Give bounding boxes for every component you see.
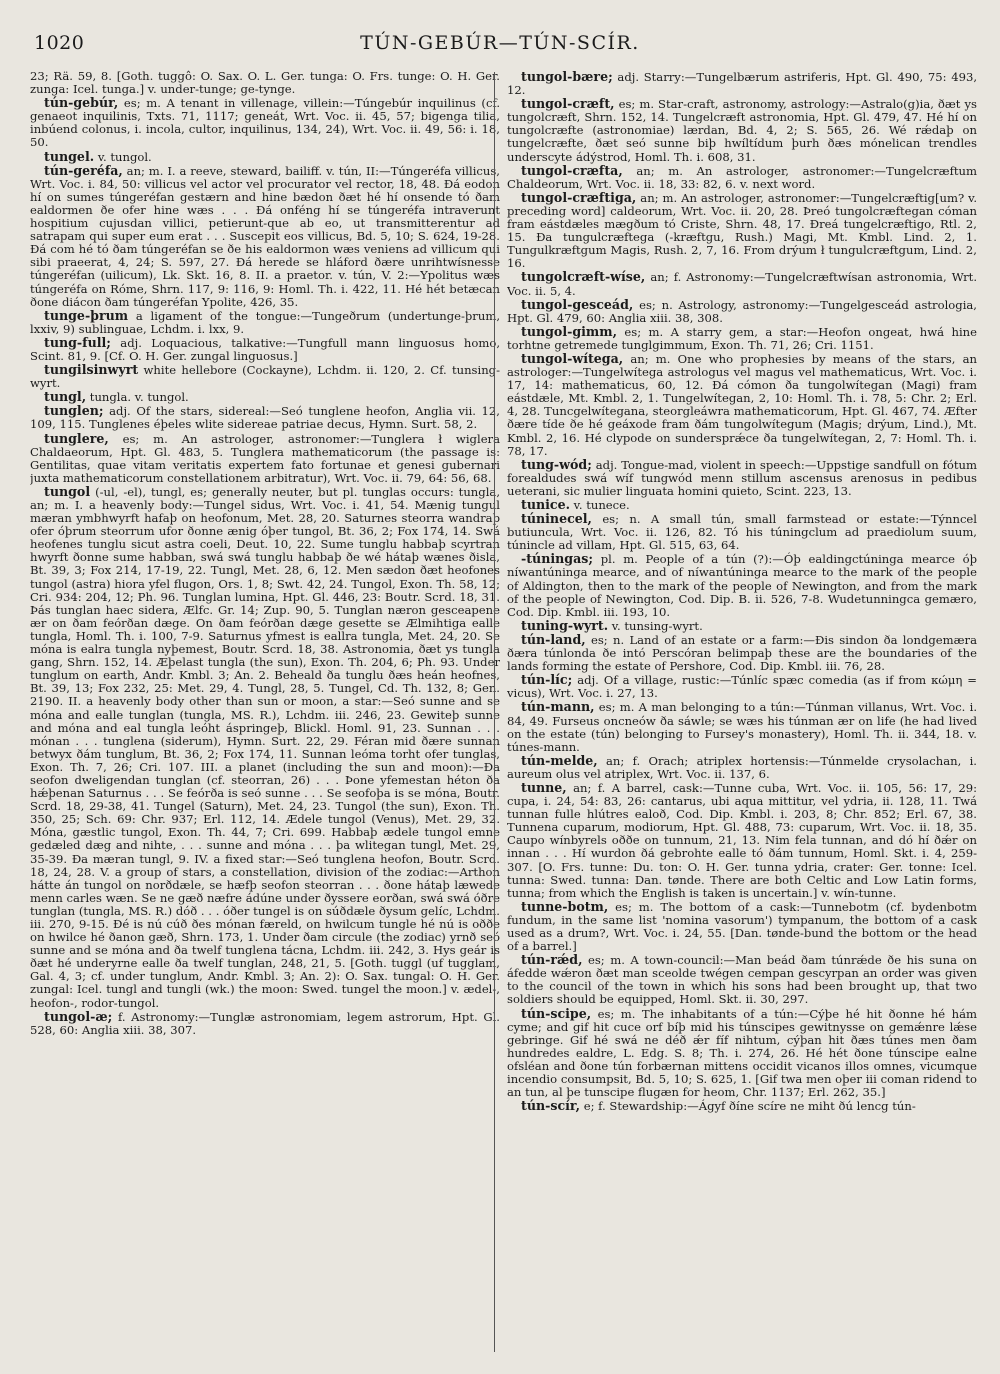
entry-text: pl. m. People of a tún (?):—Óþ ealdingctúninga mearce óþ níwantúninga mearce, and of níwantúninga mearce to the mark of the people of Aldington, then to the mark of the people of Newington, and from the mark of the people of Newington, Cod. Dip. B. ii. 526, 7-8. Wudetunningca gemæro, Cod. Dip. Kmbl. iii. 193, 10. xyxy=(507,552,977,619)
left-column xyxy=(30,70,500,1360)
entry-headword: tún-land, xyxy=(521,631,586,647)
entry-text: an; m. I. a reeve, steward, bailiff. v. tún, II:—Túngeréfa villicus, Wrt. Voc. i. 84, 50: villicus vel actor vel procurator vel rector, 18, 48. Ðá eodon hí on sumes túngeréfan gestærn and hine bædon ðæt hé hí onsende tó ðam ealdormen ðe ofer hine wæs . . . Ðá onféng hí se túngeréfa intraverunt hospitium cujusdan villici, petierunt-que ab eo, ut transmitterentur ad satrapam qui super eum erat . . . Suscepit eos villicus, Bd. 5, 10; S. 624, 19-28. Ðá com hé tó ðam túngeréfan se ðe his ealdormon wæs veniens ad villicum qui sibi praeerat, 4, 24; S. 597, 27. Ðá herede se hláford ðære unrihtwísnesse túngeréfan (uilicum), Lk. Skt. 16, 8. II. a praetor. v. tún, V. 2:—Ypolitus wæs túngeréfa on Róme, Shrn. 117, 9: 116, 9: Homl. Th. i. 422, 11. Hé hét betæcan ðone diácon ðam túngeréfan Ypolite, 426, 35. xyxy=(30,163,500,309)
entry-text: adj. Starry:—Tungelbærum astriferis, Hpt. Gl. 490, 75: 493, 12. xyxy=(507,70,977,98)
entry-headword: tún-scipe, xyxy=(521,1005,592,1021)
entry-headword: tunge-þrum xyxy=(44,307,129,323)
entry-headword: tunne-botm, xyxy=(521,898,609,914)
dictionary-entry xyxy=(30,363,500,390)
dictionary-entry xyxy=(507,325,977,352)
dictionary-entry xyxy=(30,336,500,363)
entry-headword: tungol-wítega, xyxy=(521,350,624,366)
entry-headword: túninecel, xyxy=(521,511,592,527)
dictionary-entry xyxy=(30,96,500,149)
dictionary-entry xyxy=(507,781,977,900)
page-number: 1020 xyxy=(34,32,85,54)
entry-headword: tungol xyxy=(44,483,91,499)
dictionary-entry xyxy=(30,70,500,96)
entry-headword: tunglen; xyxy=(44,403,104,419)
entry-headword: tungol-æ; xyxy=(44,1008,113,1024)
entry-text: an; f. Astronomy:—Tungelcræftwísan astronomia, Wrt. Voc. ii. 5, 4. xyxy=(507,270,977,298)
entry-headword: -túningas; xyxy=(521,551,594,567)
dictionary-entry xyxy=(507,191,977,271)
page-header xyxy=(34,18,966,58)
entry-text: es; m. A starry gem, a star:—Heofon ongeat, hwá hine torhtne getremede tunglgimmum, Exon. Th. 71, 26; Cri. 1151. xyxy=(507,324,977,352)
entry-text: an; f. Orach; atriplex hortensis:—Túnmelde crysolachan, i. aureum olus vel atriplex, Wrt. Voc. ii. 137, 6. xyxy=(507,753,977,781)
entry-text: es; m. An astrologer, astronomer:—Tunglera ł wiglera Chaldaeorum, Hpt. Gl. 483, 5. Tunglera mathematicorum (the passage is: Gentilitas, quae vitam veritatis expertem fato fortunae et genesi gubernari juxta mathematicorum constellationem arbitratur), Wrt. Voc. ii. 79, 64: 56, 68. xyxy=(30,431,500,485)
entry-headword: tún-melde, xyxy=(521,752,598,768)
entry-headword: tún-geréfa, xyxy=(44,162,123,178)
entry-headword: tungilsinwyrt xyxy=(44,362,139,378)
dictionary-entry xyxy=(507,1099,977,1113)
dictionary-entry xyxy=(507,298,977,325)
dictionary-entry xyxy=(507,953,977,1006)
entry-headword: tung-full; xyxy=(44,334,111,350)
entry-headword: tunne, xyxy=(521,779,567,795)
entry-headword: tún-scír, xyxy=(521,1098,581,1114)
entry-text: es; n. Land of an estate or a farm:—Ðis sindon ða londgemæra ðæra túnlonda ðe intó Perscóran belimpaþ these are the boundaries of the lands forming the estate of Pershore, Cod. Dip. Kmbl. iii. 76, 28. xyxy=(507,632,977,674)
dictionary-entry xyxy=(30,404,500,431)
entry-text: es; m. The inhabitants of a tún:—Cýþe hé hit ðonne hé hám cyme; and gif hit cuce orf bíþ mid his túnscipes gewitnysse on gemǽnre lǽse gebringe. Gif hé swá ne déð ǽr fíf nihtum, cýþan hit ðæs túnes men ðam hundredes ealdre, L. Edg. S. 8; Th. i. 274, 26. Hé hét ðone túnscipe ealne ofsléan and ðone tún forbærnan mittens occidit vicanos illos omnes, vicumque incendio consumpsit, Bd. 5, 10; S. 625, 1. [Gif twa men oþer iii coman ridend to an tun, al þe tunscipe flugæn for heom, Chr. 1137; Erl. 262, 35.] xyxy=(507,1006,977,1100)
dictionary-entry xyxy=(507,70,977,97)
entry-text: adj. Of the stars, sidereal:—Seó tunglene heofon, Anglia vii. 12, 109, 115. Tunglenes éþeles wlite sidereae patriae decus, Hymn. Surt. 58, 2. xyxy=(30,404,500,432)
dictionary-entry xyxy=(507,552,977,618)
entry-text: an; m. An astrologer, astronomer:—Tungelcræftig[um? v. preceding word] caldeorum, Wrt. Voc. ii. 20, 28. Þreó tungolcræftegan cóman fram eástdæles mægðum tó Criste, Shrn. 48, 17. Ðreá tungelcræftigo, Rtl. 2, 15. Ða tungulcræftega (-kræftgu, Rush.) Magi, Mt. Kmbl. Lind. 2, 1. Tungulkræftgum Magis, Rush. 2, 7, 16. From drýum ł tungulcræftgum, Lind. 2, 16. xyxy=(507,190,977,271)
entry-headword: tungolcræft-wíse, xyxy=(521,269,646,285)
dictionary-entry xyxy=(507,673,977,700)
entry-text: an; m. An astrologer, astronomer:—Tungelcræftum Chaldeorum, Wrt. Voc. ii. 18, 33: 82, 6. v. next word. xyxy=(507,163,977,191)
dictionary-entry xyxy=(507,633,977,673)
dictionary-entry xyxy=(30,309,500,336)
dictionary-entry xyxy=(30,1010,500,1037)
entry-text: v. tungol. xyxy=(97,149,152,164)
right-column xyxy=(507,70,977,1360)
dictionary-entry xyxy=(30,390,500,404)
entry-text: v. tunece. xyxy=(573,498,630,512)
dictionary-entry xyxy=(507,900,977,953)
dictionary-entry xyxy=(507,352,977,458)
dictionary-entry xyxy=(507,512,977,552)
entry-text: e; f. Stewardship:—Ágyf ðíne scíre ne miht ðú lencg tún- xyxy=(583,1099,916,1114)
dictionary-entry xyxy=(507,458,977,498)
entry-headword: tunice. xyxy=(521,497,570,512)
entry-text: es; n. Astrology, astronomy:—Tungelgesceád astrologia, Hpt. Gl. 479, 60: Anglia xiii. 38, 308. xyxy=(507,297,977,325)
entry-text: es; n. A small tún, small farmstead or estate:—Týnncel butiuncula, Wrt. Voc. ii. 126, 82. Tó his túningclum ad praediolum suum, túnincle ad villam, Hpt. Gl. 515, 63, 64. xyxy=(507,512,977,553)
entry-text: es; m. Star-craft, astronomy, astrology:—Astralo(g)ia, ðæt ys tungolcræft, Shrn. 152, 14. Tungelcræft astronomia, Hpt. Gl. 479, 47. Hé hí on tungolcræfte (astronomiae) lærdan, Bd. 4, 2; S. 565, 26. Wé rǽdaþ on tungelcræfte, ðæt seó sunne biþ hwíltídum þurh ðæs mónelican trendles underscyte ádýstrod, Homl. Th. i. 608, 31. xyxy=(507,97,977,164)
entry-headword: tún-rǽd, xyxy=(521,952,583,968)
entry-text: a ligament of the tongue:—Tungeðrum (undertunge-þrum, lxxiv, 9) sublinguae, Lchdm. i. lxx, 9. xyxy=(30,308,500,336)
entry-text: v. tunsing-wyrt. xyxy=(611,618,703,633)
dictionary-entry xyxy=(30,150,500,164)
entry-headword: tungol-cræftiga, xyxy=(521,189,637,205)
dictionary-entry xyxy=(30,432,500,485)
entry-text: adj. Tongue-mad, violent in speech:—Uppstige sandfull on fótum forealdudes swá wíf tungwód menn stillum ascensus arenosus in pedibus ueterani, sic mulier linguata homini quieto, Scint. 223, 13. xyxy=(507,457,977,498)
entry-text: adj. Loquacious, talkative:—Tungfull mann linguosus homo, Scint. 81, 9. [Cf. O. H. Ger. zungal linguosus.] xyxy=(30,335,500,363)
entry-headword: tungol-bære; xyxy=(521,70,613,84)
dictionary-entry xyxy=(507,754,977,781)
entry-headword: tungl, xyxy=(44,389,87,405)
entry-text: es; m. A tenant in villenage, villein:—Túngebúr inquilinus (cf. genaeot inquilinis, Txts. 71, 1117; geneát, Wrt. Voc. ii. 45, 57; bigenga tilia, inbúend colonus, i. incola, cultor, inquilinus, 134, 24), Wrt. Voc. ii. 49, 56: i. 18, 50. xyxy=(30,96,500,150)
dictionary-entry xyxy=(507,164,977,191)
column-divider xyxy=(494,72,495,1352)
entry-headword: tún-líc; xyxy=(521,672,573,688)
entry-headword: tung-wód; xyxy=(521,456,592,472)
dictionary-entry xyxy=(507,700,977,753)
entry-text: white hellebore (Cockayne), Lchdm. ii. 120, 2. Cf. tunsing-wyrt. xyxy=(30,363,500,391)
dictionary-entry xyxy=(30,485,500,1010)
entry-headword: tunglere, xyxy=(44,430,109,446)
entry-headword: tungel. xyxy=(44,148,95,164)
dictionary-entry xyxy=(507,619,977,633)
entry-text: es; m. A town-council:—Man beád ðam túnrǽde ðe his suna on áfedde wǽron ðæt man sceolde twégen cempan gescyrpan an order was given to the council of the town in which his sons had been brought up, that two soldiers should be equipped, Homl. Skt. ii. 30, 297. xyxy=(507,953,977,1007)
entry-headword: tungol-gimm, xyxy=(521,323,617,339)
dictionary-entry xyxy=(507,270,977,297)
entry-headword: tungol-cræfta, xyxy=(521,162,623,178)
entry-text: tungla. v. tungol. xyxy=(89,390,189,405)
page-title: TÚN-GEBÚR—TÚN-SCÍR. xyxy=(360,32,640,54)
entry-text: adj. Of a village, rustic:—Túnlíc spæc comedia (as if from κώμη = vicus), Wrt. Voc. i. 27, 13. xyxy=(507,673,977,701)
entry-text: es; m. The bottom of a cask:—Tunnebotm (cf. bydenbotm fundum, in the same list 'nomina vasorum') tympanum, the bottom of a cask used as a drum?, Wrt. Voc. i. 24, 55. [Dan. tønde-bund the bottom or the head of a barrel.] xyxy=(507,899,977,954)
entry-headword: tungol-gesceád, xyxy=(521,296,634,312)
dictionary-entry xyxy=(507,97,977,163)
dictionary-entry xyxy=(507,498,977,512)
entry-text: 23; Rä. 59, 8. [Goth. tuggô: O. Sax. O. L. Ger. tunga: O. Frs. tunge: O. H. Ger. zunga: Icel. tunga.] v. under-tunge; ge-tynge. xyxy=(30,70,500,97)
entry-headword: tún-gebúr, xyxy=(44,95,119,111)
entry-headword: tún-mann, xyxy=(521,699,595,715)
entry-text: es; m. A man belonging to a tún:—Túnman villanus, Wrt. Voc. i. 84, 49. Furseus oncneów ða sáwle; se wæs his túnman ær on life (he had lived on the estate (tún) belonging to Fursey's monastery), Homl. Th. ii. 344, 18. v. túnes-mann. xyxy=(507,700,977,754)
entry-headword: tungol-cræft, xyxy=(521,96,615,112)
entry-text: f. Astronomy:—Tunglæ astronomiam, legem astrorum, Hpt. Gl. 528, 60: Anglia xiii. 38, 307. xyxy=(30,1009,500,1037)
entry-headword: tuning-wyrt. xyxy=(521,617,609,633)
dictionary-entry xyxy=(30,164,500,309)
entry-text: an; f. A barrel, cask:—Tunne cuba, Wrt. Voc. ii. 105, 56: 17, 29: cupa, i. 24, 54: 83, 26: cantarus, ubi aqua mittitur, vel ydria, ii. 128, 11. Twá tunnan fulle hlútres ealoð, Cod. Dip. Kmbl. i. 203, 8; Chr. 852; Erl. 67, 38. Tunnena cuparum, modiorum, Hpt. Gl. 488, 73: cuparum, Wrt. Voc. ii. 18, 35. Caupo wínbyrels oððe on tunnum, 21, 13. Nim fela tunnan, and dó hí ðǽr on innan . . . Hí wurdon ðá gebrohte ealle tó ðám tunnum, Homl. Skt. i. 4, 259-307. [O. Frs. tunne: Du. ton: O. H. Ger. tunna ydria, crater: Ger. tonne: Icel. tunna: Swed. tunna: Dan. tønde. There are both Celtic and Low Latin forms, tunna; from which the English is taken is uncertain.] v. wín-tunne. xyxy=(507,780,977,900)
entry-text: an; m. One who prophesies by means of the stars, an astrologer:—Tungelwítega astrologus vel magus vel mathematicus, Wrt. Voc. i. 17, 14: mathematicus, 60, 12. Ðá cómon ða tungolwítegan (Magi) fram eástdæle, Mt. Kmbl. 2, 1. Tungelwítegan, 2, 10: Homl. Th. i. 78, 5: Chr. 2; Erl. 4, 28. Tuncgelwítegana, steorgleáwra mathematicorum, Hpt. Gl. 467, 74. Æfter ðære tíde ðe hé geáxode fram ðám tungolwítegum (Magis; drýum, Lind.), Mt. Kmbl. 2, 16. Hé clypode on sundersprǽce ða tungelwítegan, 2, 7: Homl. Th. i. 78, 17. xyxy=(507,351,977,458)
dictionary-entry xyxy=(507,1007,977,1100)
entry-text: (-ul, -el), tungl, es; generally neuter, but pl. tunglas occurs: tungla, an; m. I. a heavenly body:—Tungel sidus, Wrt. Voc. i. 41, 54. Mænig tungul mæran ymbhwyrft hafaþ on heofonum, Met. 28, 20. Saturnes steorra wandraþ ofer óþrum steorrum ufor ðonne ænig óþer tungol, Bt. 36, 2; Fox 174, 14. Swá heofenes tunglu sicut astra coeli, Deut. 10, 22. Sume tunglu habbaþ scyrtran hwyrft ðonne sume habban, swá swá tunglu habbaþ ðe wé hátaþ wænes ðisla, Bt. 39, 3; Fox 214, 17-19, 22. Tungl, Met. 28, 6, 12. Men sædon ðæt heofones tungol (astra) hiora yfel flugon, Ors. 1, 8; Swt. 42, 24. Tungol, Exon. Th. 58, 12; Cri. 934: 204, 12; Ph. 96. Tunglan lumina, Hpt. Gl. 446, 23: Boutr. Scrd. 18, 31. Þás tunglan haec sidera, Ælfc. Gr. 14; Zup. 90, 5. Tunglan næron gesceapene ær on ðam feórðan dæge. On ðam feórðan dæge gesette se Ælmihtiga ealle tungla, Homl. Th. i. 100, 7-9. Saturnus yfmest is eallra tungla, Met. 24, 20. Se móna is ealra tungla nyþemest, Boutr. Scrd. 18, 38. Astronomia, ðæt ys tungla gang, Shrn. 152, 14. Æþelast tungla (the sun), Exon. Th. 204, 6; Ph. 93. Under tunglum on earth, Andr. Kmbl. 3; An. 2. Beheald ða tunglu ðæs heán heofnes, Bt. 39, 13; Fox 232, 25: Met. 29, 4. Tungl, 28, 5. Tungel, Cd. Th. 132, 8; Gen. 2190. II. a heavenly body other than sun or moon, a star:—Seó sunne and se móna and ealle tunglan (tungla, MS. R.), Lchdm. iii. 246, 23. Gewiteþ sunne and móna and eal tungla leóht áspringeþ, Blickl. Homl. 91, 23. Sunnan . . . mónan . . . tunglena (siderum), Hymn. Surt. 22, 29. Féran mid ðære sunnan betwyx ðám tunglum, Bt. 36, 2; Fox 174, 11. Sunnan leóma torht ofer tunglas, Exon. Th. 7, 26; Cri. 107. III. a planet (including the sun and moon):—Ða seofon dweligendan tunglan (cf. steorran, 26) . . . Þone yfemestan héton ða hǽþenan Saturnus . . . Se feórða is seó sunne . . . Se seofoþa is se móna, Boutr. Scrd. 18, 29-38, 41. Tungel (Saturn), Met. 24, 23. Tungol (the sun), Exon. Th. 350, 25; Sch. 69: Chr. 937; Erl. 112, 14. Ædele tungol (Venus), Met. 29, 32. Móna, gæstlic tungol, Exon. Th. 44, 7; Cri. 699. Habbaþ ædele tungol emne gedæled dæg and nihte, . . . sunne and móna . . . þa wlitegan tungl, Met. 29, 35-39. Ða mæran tungl, 9. IV. a fixed star:—Seó tunglena heofon, Boutr. Scrd. 18, 24, 28. V. a group of stars, a constellation, division of the zodiac:—Arthon hátte án tungol on norðdæle, se hæfþ seofon steorran . . . ðone hátaþ læwede menn carles wæn. Se ne gæð næfre ádúne under ðyssere eorðan, swá swá óðre tunglan (tungla, MS. R.) dóð . . . óðer tungel is on súðdæle ðysum gelíc, Lchdm. iii. 270, 9-15. Ðé is nú cúð ðes mónan færeld, on hwilcum tungle hé nú is oððe on hwilce hé ðanon gæð, Shrn. 173, 1. Under ðam circule (the zodiac) yrnð seó sunne and se móna and ða twelf tunglena tácna, Lchdm. iii. 242, 3. Hys geár is ðæt hé underyrne ealle ða twelf tunglan, 248, 21, 5. [Goth. tuggl (uf tugglam, Gal. 4, 3; cf. under tunglum, Andr. Kmbl. 3; An. 2): O. Sax. tungal: O. H. Ger. zungal: Icel. tungl and tungli (wk.) the moon: Swed. tungel the moon.] v. ædel-, heofon-, rodor-tungol. xyxy=(30,484,500,1010)
